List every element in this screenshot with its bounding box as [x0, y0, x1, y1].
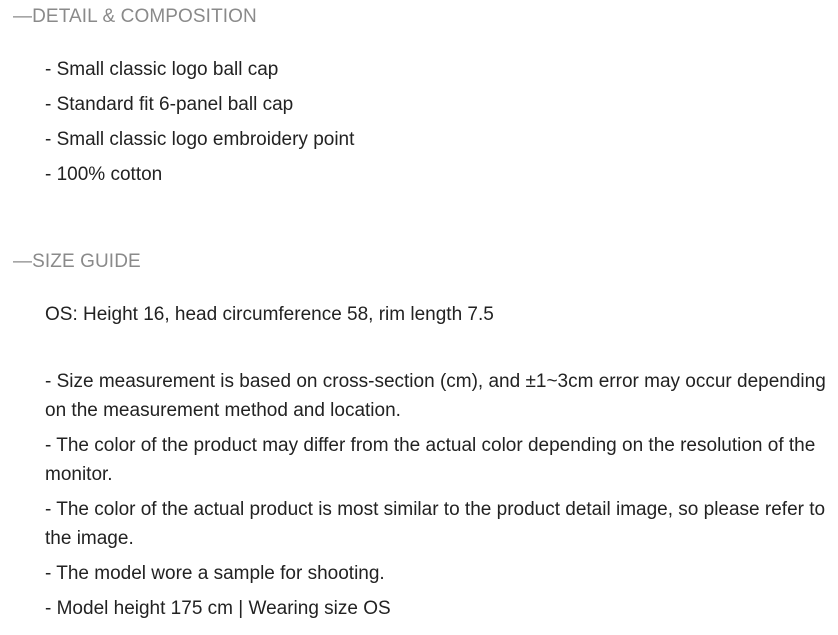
detail-composition-heading: —DETAIL & COMPOSITION	[13, 6, 257, 27]
detail-item: - Small classic logo ball cap	[45, 59, 279, 80]
size-notes-list	[45, 367, 830, 629]
detail-item: - Standard fit 6-panel ball cap	[45, 94, 294, 115]
os-size-spec: OS: Height 16, head circumference 58, rim length 7.5	[45, 304, 494, 325]
detail-item: - 100% cotton	[45, 164, 163, 185]
detail-item: - Small classic logo embroidery point	[45, 129, 355, 150]
size-note: - Size measurement is based on cross-section (cm), and ±1~3cm error may occur depending on the measurement method and location.	[45, 371, 826, 421]
size-note: - The color of the product may differ from the actual color depending on the resolution of the monitor.	[45, 435, 816, 485]
size-note: - Model height 175 cm | Wearing size OS	[45, 598, 391, 619]
detail-composition-list	[45, 58, 354, 198]
size-note: - The color of the actual product is most similar to the product detail image, so please refer to the image.	[45, 499, 826, 549]
size-note: - The model wore a sample for shooting.	[45, 563, 385, 584]
size-guide-heading: —SIZE GUIDE	[13, 251, 141, 272]
